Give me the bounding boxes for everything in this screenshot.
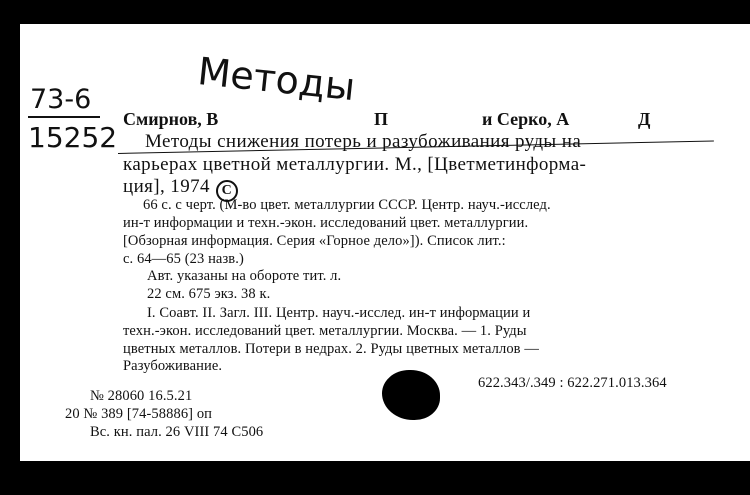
tracing-line-4: Разубоживание.	[123, 358, 223, 374]
note-size-copies: 22 см. 675 экз. 38 к.	[147, 286, 271, 302]
footer-line-2: 20 № 389 [74-58886] оп	[65, 406, 213, 422]
coauthor-name: и Серко, А	[482, 109, 570, 129]
handwritten-top-word: Методы	[195, 49, 358, 110]
handwritten-call-lower: 15252	[28, 121, 118, 154]
call-number-divider	[28, 116, 100, 118]
footer-line-3: Вс. кн. пал. 26 VIII 74 С506	[90, 424, 264, 440]
title-line-1: Методы снижения потерь и разубоживания руды на	[145, 131, 582, 152]
author-surname: Смирнов, В	[123, 109, 219, 129]
collation-line-2: ин-т информации и техн.-экон. исследований цвет. металлургии.	[123, 215, 529, 231]
catalog-card	[20, 24, 750, 461]
collation-line-1: 66 с. с черт. (М-во цвет. металлургии СССР. Центр. науч.-исслед.	[143, 197, 551, 213]
handwritten-call-upper: 73-6	[30, 84, 92, 115]
udc-number: 622.343/.349 : 622.271.013.364	[478, 375, 667, 391]
collation-line-3: [Обзорная информация. Серия «Горное дело»]). Список лит.:	[123, 233, 506, 249]
copyright-mark: C	[216, 180, 238, 202]
tracing-line-3: цветных металлов. Потери в недрах. 2. Руды цветных металлов —	[123, 341, 539, 357]
tracing-line-2: техн.-экон. исследований цвет. металлургии. Москва. — 1. Руды	[123, 323, 527, 339]
tracing-line-1: I. Соавт. II. Загл. III. Центр. науч.-исслед. ин-т информации и	[147, 305, 531, 321]
note-authors: Авт. указаны на обороте тит. л.	[147, 268, 342, 284]
author-initial-d: Д	[638, 109, 651, 129]
ink-blot	[382, 370, 440, 420]
author-initial-p: П	[374, 109, 389, 129]
title-line-2: карьерах цветной металлургии. М., [Цветметинформа-	[123, 154, 587, 175]
title-year: ция], 1974	[123, 176, 210, 197]
footer-line-1: № 28060 16.5.21	[90, 388, 193, 404]
collation-line-4: с. 64—65 (23 назв.)	[123, 251, 244, 267]
